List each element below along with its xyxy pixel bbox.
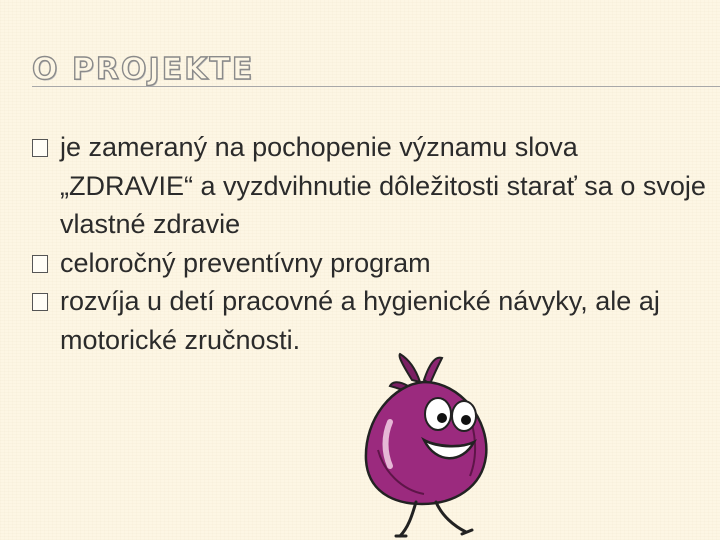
- bullet-text: celoročný preventívny program: [60, 247, 431, 278]
- bullet-list: [32, 128, 712, 359]
- beet-mascot-icon: [350, 352, 510, 540]
- bullet-text: je zameraný na pochopenie významu slova „ZDRAVIE“ a vyzdvihnutie dôležitosti starať sa o svoje vlastné zdravie: [60, 132, 706, 239]
- slide-title: O PROJEKTE: [32, 52, 255, 87]
- bullet-item: [32, 244, 712, 283]
- title-underline: [32, 86, 720, 87]
- checkbox-bullet-icon: [32, 293, 48, 311]
- bullet-text: rozvíja u detí pracovné a hygienické návyky, ale aj motorické zručnosti.: [60, 286, 660, 355]
- checkbox-bullet-icon: [32, 255, 48, 273]
- bullet-item: [32, 128, 712, 244]
- bullet-item: [32, 282, 712, 359]
- checkbox-bullet-icon: [32, 139, 48, 157]
